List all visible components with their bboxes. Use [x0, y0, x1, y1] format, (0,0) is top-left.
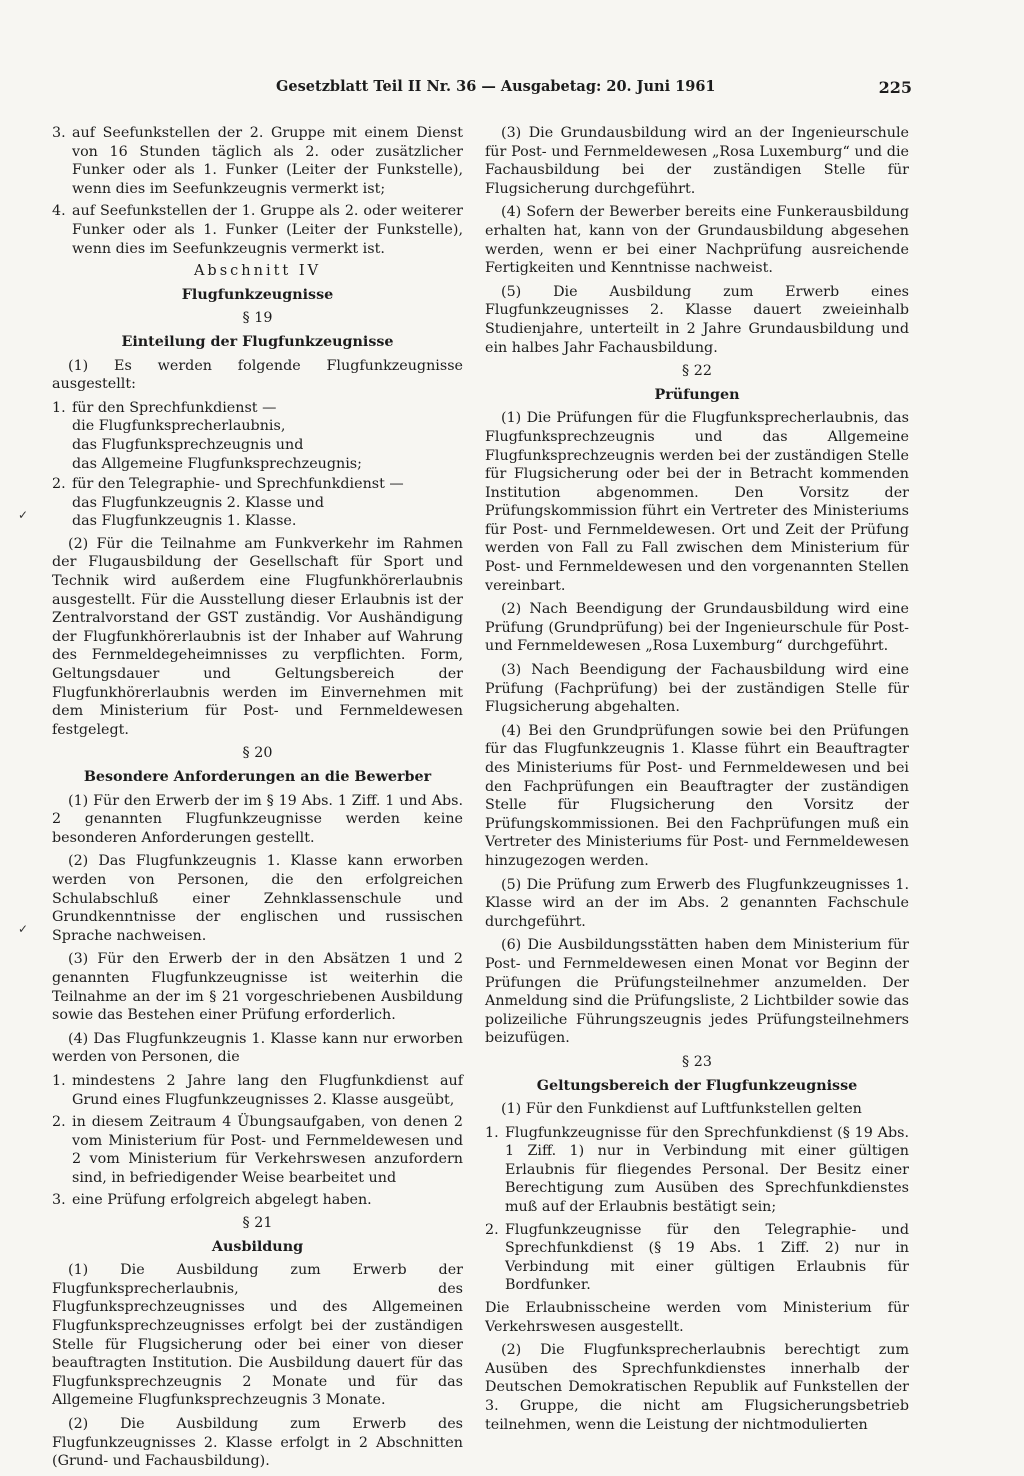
paragraph-text: (4) Sofern der Bewerber bereits eine Funkerausbildung erhalten hat, kann von der Grundausbildung abgesehen werden, wenn er bei einer Nachprüfung ausreichende Fertigkeiten und Kenntnisse nachweist. — [485, 204, 909, 277]
list-text: Flugfunkzeugnisse für den Telegraphie- und Sprechfunkdienst (§ 19 Abs. 1 Ziff. 2) nur in Verbindung mit einer gültigen Erlaubnis für Bordfunker. — [505, 1221, 909, 1294]
margin-mark: ✓ — [18, 508, 29, 522]
paragraph-text: (5) Die Prüfung zum Erwerb des Flugfunkzeugnisses 1. Klasse wird an der im Abs. 2 genannten Fachschule durchgeführt. — [485, 876, 909, 930]
list-number: 3. — [52, 1192, 66, 1209]
list-text: auf Seefunkstellen der 1. Gruppe als 2. oder weiterer Funker oder als 1. Funker (Leiter der Funkstelle), wenn dies im Seefunkzeugnis vermerkt ist. — [72, 203, 463, 257]
list-text: auf Seefunkstellen der 2. Gruppe mit einem Dienst von 16 Stunden täglich als 2. oder zusätzlicher Funker oder als 1. Funker (Leiter der Funkstelle), wenn dies im Seefunkzeugnis vermerkt ist; — [72, 125, 463, 197]
paragraph-text: (1) Für den Funkdienst auf Luftfunkstellen gelten — [501, 1101, 862, 1118]
list-number: 1. — [52, 1072, 66, 1089]
list-item — [52, 124, 463, 198]
paragraph-text: Die Erlaubnisscheine werden vom Ministerium für Verkehrswesen ausgestellt. — [485, 1300, 909, 1335]
list-item — [485, 1124, 909, 1217]
list-item — [52, 1113, 463, 1187]
section-title: Flugfunkzeugnisse — [181, 286, 334, 303]
margin-mark: ✓ — [18, 922, 29, 936]
list-item — [52, 1191, 463, 1210]
page-number: 225 — [878, 78, 912, 97]
list-item — [485, 1221, 909, 1295]
paragraph-text: (2) Das Flugfunkzeugnis 1. Klasse kann erworben werden von Personen, die den erfolgreichen Schulabschluß einer Zehnklassenschule und Grundkenntnisse der englischen und russischen Sprache nachweisen. — [52, 853, 463, 944]
paragraph-number: § 20 — [242, 745, 273, 762]
paragraph-text: (2) Die Flugfunksprecherlaubnis berechtigt zum Ausüben des Sprechfunkdienstes innerhalb der Deutschen Demokratischen Republik auf Funkstellen der 3. Gruppe, die nicht am Flugsicherungsbetrieb teilnehmen, wenn die Leistung der nichtmodulierten — [485, 1342, 909, 1433]
list-text: in diesem Zeitraum 4 Übungsaufgaben, von denen 2 vom Ministerium für Post- und Fernmeldewesen und 2 vom Ministerium für Verkehrswesen anzufordern sind, in befriedigender Weise bearbeitet und — [72, 1114, 463, 1186]
header-title: Gesetzblatt Teil II Nr. 36 — Ausgabetag: 20. Juni 1961 — [276, 78, 716, 95]
paragraph-text: (1) Es werden folgende Flugfunkzeugnisse ausgestellt: — [52, 357, 463, 393]
paragraph-text: (1) Die Prüfungen für die Flugfunksprecherlaubnis, das Flugfunksprechzeugnis und das Allgemeine Flugfunksprechzeugnis werden bei der zuständigen Stelle für Flugsicherung oder bei der in Betracht kommenden Institution abgenommen. Den Vorsitz der Prüfungskommission führt ein Vertreter des Ministeriums für Post- und Fernmeldewesen. Ort und Zeit der Prüfung werden von Fall zu Fall zwischen dem Ministerium für Post- und Fernmeldewesen und den vorgenannten Stellen vereinbart. — [485, 410, 909, 594]
paragraph-text: (3) Nach Beendigung der Fachausbildung wird eine Prüfung (Fachprüfung) bei der zuständigen Stelle für Flugsicherung abgehalten. — [485, 662, 909, 716]
paragraph-number: § 21 — [242, 1215, 273, 1232]
paragraph-text: (3) Die Grundausbildung wird an der Ingenieurschule für Post- und Fernmeldewesen „Rosa Luxemburg“ und die Fachausbildung bei der zuständigen Stelle für Flugsicherung durchgeführt. — [485, 125, 909, 197]
paragraph-title: Geltungsbereich der Flugfunkzeugnisse — [536, 1077, 858, 1094]
paragraph-text: (3) Für den Erwerb der in den Absätzen 1 und 2 genannten Flugfunkzeugnisse ist weiterhin die Teilnahme an der im § 21 vorgeschriebenen Ausbildung sowie das Bestehen einer Prüfung erforderlich. — [52, 951, 463, 1024]
paragraph-title: Ausbildung — [211, 1238, 304, 1255]
paragraph-text: (4) Bei den Grundprüfungen sowie bei den Prüfungen für das Flugfunkzeugnis 1. Klasse führt ein Beauftragter des Ministeriums für Post- und Fernmeldewesen und bei den Fachprüfungen ein Beauftragter der zuständigen Stelle für Flugsicherung den Vorsitz der Prüfungskommissionen. Bei den Fachprüfungen muß ein Vertreter des Ministeriums für Post- und Fernmeldewesen hinzugezogen werden. — [485, 722, 909, 869]
list-item — [52, 202, 463, 258]
list-number: 4. — [52, 203, 66, 220]
paragraph-text: (4) Das Flugfunkzeugnis 1. Klasse kann nur erworben werden von Personen, die — [52, 1030, 463, 1066]
list-number: 3. — [52, 125, 66, 141]
list-text: mindestens 2 Jahre lang den Flugfunkdienst auf Grund eines Flugfunkzeugnisses 2. Klasse ausgeübt, — [72, 1072, 463, 1108]
list-number: 1. — [485, 1124, 499, 1141]
list-text: für den Sprechfunkdienst — die Flugfunksprecherlaubnis, das Flugfunksprechzeugnis und das Allgemeine Flugfunksprechzeugnis; — [72, 399, 362, 472]
paragraph-text: (1) Für den Erwerb der im § 19 Abs. 1 Ziff. 1 und Abs. 2 genannten Flugfunkzeugnisse werden keine besonderen Anforderungen gestellt. — [52, 792, 463, 846]
section-heading: Abschnitt IV — [193, 263, 322, 280]
list-number: 2. — [52, 476, 66, 493]
paragraph-text: (2) Für die Teilnahme am Funkverkehr im Rahmen der Flugausbildung der Gesellschaft für Sport und Technik wird außerdem eine Flugfunkhörerlaubnis ausgestellt. Für die Ausstellung dieser Erlaubnis ist der Zentralvorstand der GST zuständig. Vor Aushändigung der Flugfunkhörerlaubnis ist der Inhaber auf Wahrung des Fernmeldegeheimnisses zu verpflichten. Form, Geltungsdauer und Geltungsbereich der Flugfunkhörerlaubnis werden im Einvernehmen mit dem Ministerium für Post- und Fernmeldewesen festgelegt. — [52, 535, 463, 738]
paragraph-title: Prüfungen — [654, 386, 740, 403]
list-item — [52, 399, 463, 473]
list-number: 1. — [52, 399, 66, 416]
paragraph-text: (5) Die Ausbildung zum Erwerb eines Flugfunkzeugnisses 2. Klasse dauert zweieinhalb Studienjahre, unterteilt in 2 Jahre Grundausbildung und ein halbes Jahr Fachausbildung. — [485, 283, 909, 356]
list-number: 2. — [485, 1221, 499, 1238]
left-column — [52, 124, 463, 1476]
list-item — [52, 1072, 463, 1109]
list-text: eine Prüfung erfolgreich abgelegt haben. — [72, 1192, 372, 1209]
page-header — [276, 78, 912, 100]
paragraph-number: § 23 — [682, 1053, 712, 1070]
paragraph-text: (2) Nach Beendigung der Grundausbildung wird eine Prüfung (Grundprüfung) bei der Ingenieurschule für Post- und Fernmeldewesen „Rosa Luxemburg“ durchgeführt. — [485, 601, 909, 655]
list-text: Flugfunkzeugnisse für den Sprechfunkdienst (§ 19 Abs. 1 Ziff. 1) nur in Verbindung mit einer gültigen Erlaubnis für fliegendes Personal. Der Besitz einer Berechtigung zum Ausüben des Sprechfunkdienstes muß auf der Erlaubnis bestätigt sein; — [505, 1124, 909, 1216]
paragraph-number: § 22 — [682, 363, 712, 380]
list-item — [52, 475, 463, 531]
paragraph-number: § 19 — [242, 310, 273, 327]
paragraph-title: Einteilung der Flugfunkzeugnisse — [121, 333, 394, 350]
list-number: 2. — [52, 1114, 66, 1131]
paragraph-text: (1) Die Ausbildung zum Erwerb der Flugfunksprecherlaubnis, des Flugfunksprechzeugnisses und des Allgemeinen Flugfunksprechzeugnisses erfolgt bei der zuständigen Stelle für Flugsicherung oder bei einer von dieser beauftragten Institution. Die Ausbildung dauert für das Flugfunksprechzeugnis 2 Monate und für das Allgemeine Flugfunksprechzeugnis 3 Monate. — [52, 1262, 463, 1409]
right-column — [485, 124, 909, 1439]
list-text: für den Telegraphie- und Sprechfunkdienst — das Flugfunkzeugnis 2. Klasse und das Flugfunkzeugnis 1. Klasse. — [72, 476, 404, 530]
paragraph-text: (2) Die Ausbildung zum Erwerb des Flugfunkzeugnisses 2. Klasse erfolgt in 2 Abschnitten (Grund- und Fachausbildung). — [52, 1416, 463, 1470]
paragraph-title: Besondere Anforderungen an die Bewerber — [83, 769, 432, 785]
paragraph-text: (6) Die Ausbildungsstätten haben dem Ministerium für Post- und Fernmeldewesen einen Monat vor Beginn der Prüfungen die Prüfungsteilnehmer anzumelden. Der Anmeldung sind die Prüfungsliste, 2 Lichtbilder sowie das polizeiliche Führungszeugnis jedes Prüfungsteilnehmers beizufügen. — [485, 937, 909, 1047]
